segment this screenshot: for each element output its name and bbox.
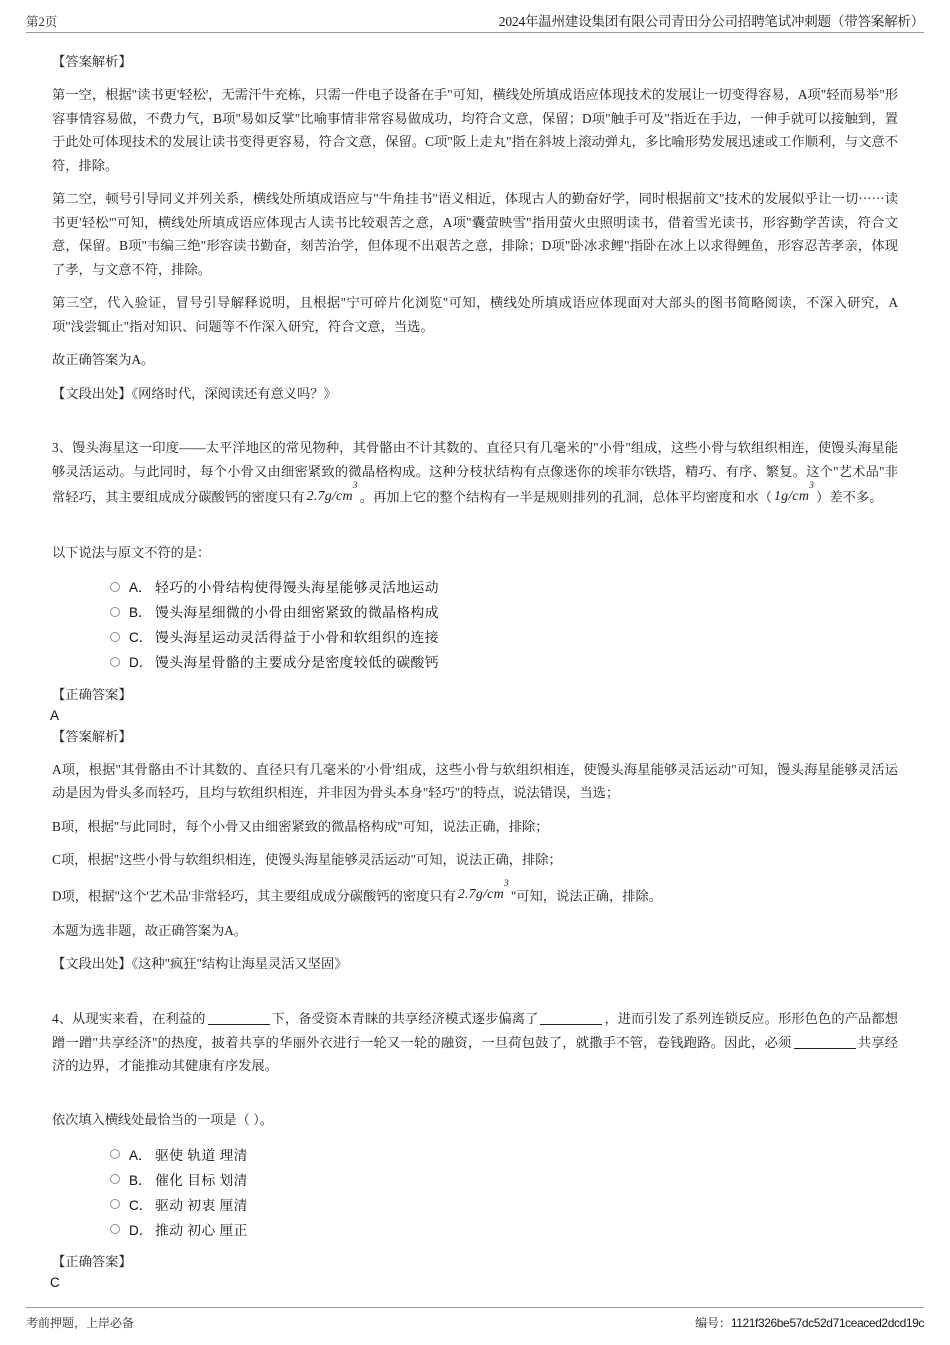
- radio-button-icon[interactable]: [110, 1149, 120, 1159]
- footer-slogan: 考前押题，上岸必备: [26, 1316, 135, 1330]
- option-text: 馒头海星骨骼的主要成分是密度较低的碳酸钙: [155, 655, 439, 671]
- answer-analysis-label: 【答案解析】: [52, 54, 132, 69]
- page-header: [26, 0, 924, 33]
- question-3-analysis-conclusion: 本题为选非题，故正确答案为A。: [52, 922, 248, 938]
- question-3-analysis-a: A项，根据"其骨骼由不计其数的、直径只有几毫米的'小骨'组成，这些小骨与软组织相连，使馒头海星能够灵活运动"可知，馒头海星能够灵活运动是因为骨头多而轻巧，且均与软组织相连，并非因为骨头本身"轻巧"的特点，说法错误，当选；: [52, 761, 898, 801]
- option-text: 驱动 初衷 厘清: [155, 1197, 248, 1213]
- page-number-label: 第2页: [26, 15, 58, 29]
- q2-source-text: 《网络时代，深阅读还有意义吗？》: [131, 385, 337, 401]
- density-formula-2: $1g/cm^3$: [773, 480, 815, 504]
- option-c[interactable]: [52, 624, 898, 649]
- blank-field-1: [208, 1011, 270, 1025]
- analysis-d-part-1: D项，根据"这个'艺术品'非常轻巧，其主要组成成分碳酸钙的密度只有: [52, 888, 456, 904]
- option-text: 馒头海星运动灵活得益于小骨和软组织的连接: [155, 630, 439, 646]
- option-letter: C．: [129, 630, 153, 646]
- radio-button-icon[interactable]: [110, 1199, 120, 1209]
- footer-id-label: 编号：: [695, 1316, 731, 1330]
- q2-source-line: [52, 382, 898, 406]
- option-c[interactable]: [52, 1191, 898, 1216]
- question-4-correct-answer-value: C: [50, 1275, 60, 1290]
- question-3-analysis-b: B项，根据"与此同时，每个小骨又由细密紧致的微晶格构成"可知，说法正确，排除；: [52, 818, 549, 834]
- question-3-prompt: 以下说法与原文不符的是：: [52, 544, 211, 560]
- question-3-stem-part-1: 馒头海星这一印度——太平洋地区的常见物种，其骨骼由不计其数的、直径只有几毫米的"小骨"组成，这些小骨与软组织相连，使馒头海星能够灵活运动。与此同时，每个小骨又由细密紧致的微晶格构成。这种分枝状结构有点像迷你的埃菲尔铁塔，精巧、有序、繁复。这个"艺术品"非常轻巧，其主要组成成分碳酸钙的密度只有: [52, 440, 898, 505]
- option-letter: D．: [129, 655, 153, 671]
- analysis-d-part-2: "可知，说法正确，排除。: [510, 888, 662, 904]
- question-4-prompt: 依次填入横线处最恰当的一项是（ ）。: [52, 1112, 273, 1127]
- option-letter: B．: [129, 605, 152, 621]
- source-label: 【文段出处】: [52, 385, 132, 401]
- radio-button-icon[interactable]: [110, 1174, 120, 1184]
- option-text: 馒头海星细微的小骨由细密紧致的微晶格构成: [155, 605, 439, 621]
- option-letter: A．: [129, 580, 152, 596]
- radio-button-icon[interactable]: [110, 607, 120, 617]
- question-3-options: [52, 574, 898, 674]
- density-formula-3: $2.7g/cm^3$: [457, 879, 509, 903]
- blank-field-2: [540, 1011, 602, 1025]
- question-4-options: [52, 1141, 898, 1241]
- q2-analysis-paragraph-1: 第一空，根据"读书更'轻松'，无需汗牛充栋，只需一件电子设备在手"可知，横线处所填成语应体现技术的发展让一切变得容易，A项"轻而易举"形容事情容易做，不费力气，B项"易如反掌"比喻事情非常容易做成功，均符合文意，保留；D项"触手可及"指近在手边，一伸手就可以接触到，置于此处可体现技术的发展让读书变得更容易，符合文意，保留。C项"阪上走丸"指在斜坡上滚动弹丸，多比喻形势发展迅速或工作顺利，与文意不符，排除。: [52, 87, 898, 173]
- option-text: 轻巧的小骨结构使得馒头海星能够灵活地运动: [155, 580, 439, 596]
- option-text: 推动 初心 厘正: [155, 1222, 248, 1238]
- blank-field-3: [794, 1035, 856, 1049]
- option-letter: B．: [129, 1172, 152, 1188]
- question-4-stem-part-2: 下，备受资本青睐的共享经济模式逐步偏离了: [271, 1011, 539, 1027]
- radio-button-icon[interactable]: [110, 632, 120, 642]
- document-title: 2024年温州建设集团有限公司青田分公司招聘笔试冲刺题（带答案解析）: [498, 14, 924, 29]
- option-text: 驱使 轨道 理清: [155, 1147, 248, 1163]
- question-3-stem: [52, 436, 898, 510]
- question-3-stem-part-2: 。再加上它的整个结构有一半是规则排列的孔洞，总体平均密度和水（: [359, 489, 772, 505]
- density-formula-1: $2.7g/cm^3$: [306, 480, 358, 504]
- option-d[interactable]: [52, 649, 898, 674]
- question-4-stem: [52, 1007, 898, 1078]
- question-4-correct-answer-label: 【正确答案】: [52, 1254, 132, 1269]
- radio-button-icon[interactable]: [110, 1224, 120, 1234]
- q2-analysis-paragraph-3: 第三空，代入验证，冒号引导解释说明，且根据"宁可碎片化浏览"可知，横线处所填成语应体现面对大部头的图书简略阅读，不深入研究，A项"浅尝辄止"指对知识、问题等不作深入研究，符合文意，当选。: [52, 295, 898, 334]
- question-3-source-text: 《这种"疯狂"结构让海星灵活又坚固》: [131, 956, 348, 972]
- page-footer: [26, 1307, 924, 1331]
- question-3-analysis-label: 【答案解析】: [52, 728, 132, 744]
- question-4-stem-part-3: ，进而引发了系列连锁反应。形形色色的产品都想蹭一蹭"共享经济"的热度，披着共享的华丽外衣进行一轮又一轮的融资，一旦荷包鼓了，就撒手不管，卷钱跑路。因此，必须: [52, 1011, 899, 1050]
- question-4-stem-part-1: 从现实来看，在利益的: [72, 1011, 206, 1027]
- question-4-number: 4、: [52, 1011, 73, 1027]
- q2-analysis-paragraph-2: 第二空，顿号引导同义并列关系，横线处所填成语应与"牛角挂书"语义相近，体现古人的勤奋好学，同时根据前文"技术的发展似乎让一切······读书更'轻松'"可知，横线处所填成语应体现古人读书比较艰苦之意，A项"囊萤映雪"指用萤火虫照明读书，借着雪光读书，形容勤学苦读，符合文意，保留。B项"韦编三绝"形容读书勤奋，刻苦治学，但体现不出艰苦之意，排除；D项"卧冰求鲤"指卧在冰上以求得鲤鱼，形容忍苦孝亲，体现了孝，与文意不符，排除。: [52, 191, 898, 277]
- option-d[interactable]: [52, 1216, 898, 1241]
- footer-id-value: 1121f326be57dc52d71ceaced2dcd19c: [730, 1316, 924, 1330]
- option-letter: D．: [129, 1222, 153, 1238]
- option-a[interactable]: [52, 574, 898, 599]
- question-3-stem-part-3: ）差不多。: [816, 489, 883, 505]
- question-3-analysis-d: [52, 879, 898, 909]
- footer-id: [695, 1314, 924, 1331]
- source-label: 【文段出处】: [52, 956, 132, 972]
- q2-analysis-conclusion: 故正确答案为A。: [52, 352, 155, 367]
- question-4-stem-part-4: 共享经济的边界，才能推动其健康有序发展。: [52, 1034, 899, 1074]
- question-3-correct-answer-label: 【正确答案】: [52, 686, 132, 702]
- radio-button-icon[interactable]: [110, 582, 120, 592]
- option-b[interactable]: [52, 599, 898, 624]
- option-b[interactable]: [52, 1166, 898, 1191]
- option-a[interactable]: [52, 1141, 898, 1166]
- option-letter: A．: [129, 1147, 152, 1163]
- question-3-analysis-c: C项，根据"这些小骨与软组织相连，使馒头海星能够灵活运动"可知，说法正确，排除；: [52, 852, 562, 868]
- document-body: [26, 33, 924, 1293]
- question-3-correct-answer-value: A: [50, 707, 60, 723]
- question-3-source-line: [52, 952, 898, 976]
- question-3-number: 3、: [52, 440, 73, 456]
- radio-button-icon[interactable]: [110, 657, 120, 667]
- option-letter: C．: [129, 1197, 153, 1213]
- option-text: 催化 目标 划清: [155, 1172, 248, 1188]
